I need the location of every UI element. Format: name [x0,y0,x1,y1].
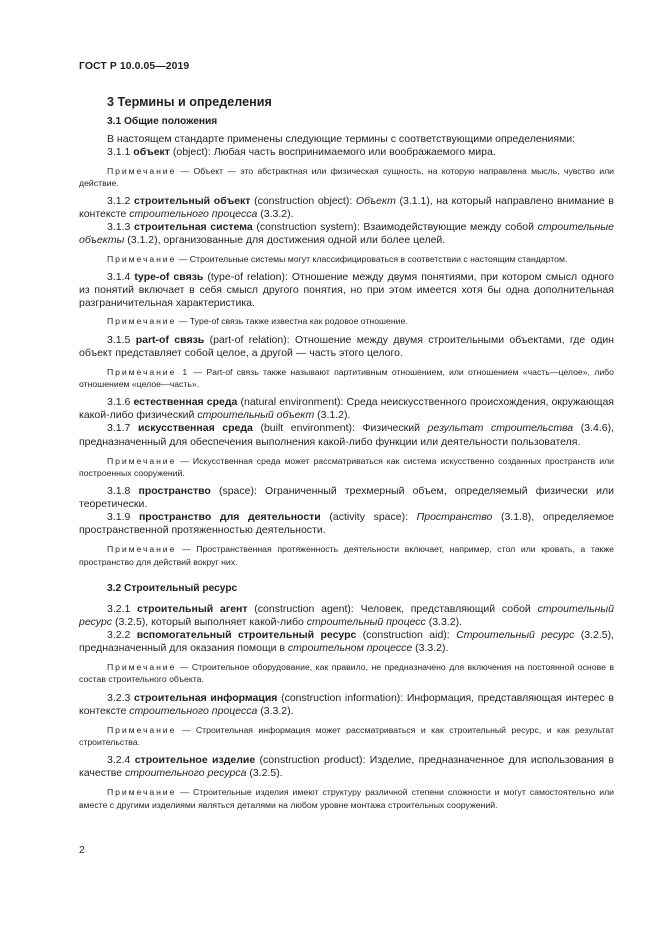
note-label: Примечание [107,787,177,798]
term: вспомогательный строительный ресурс [136,629,357,641]
note-label: Примечание 1 [107,366,190,377]
note-label: Примечание [107,316,177,327]
note: Примечание — Строительная информация может рассматриваться и как строительный ресурс, и как результат строительства. [79,724,614,747]
note: Примечание — Объект — это абстрактная или физическая сущность, на которую направлена мысль, чувство или действие. [79,166,614,189]
note-label: Примечание [107,662,177,673]
term-definition: 3.1.5 part-of связь (part-of relation): Отношение между двумя строительными объектами, где один объект представляет собой целое, а другой — часть этого целого. [79,333,614,359]
page-content [79,91,614,811]
term: строительный объект [134,194,251,207]
note: Примечание — Строительные изделия имеют структуру различной степени сложности и могут самостоятельно или вместе с другими изделиями являться деталями на любом уровне монтажа строительных сооружений. [79,787,614,810]
term: part-of связь [135,333,205,346]
page-number: 2 [79,844,85,856]
term-definition: 3.2.4 строительное изделие (construction product): Изделие, предназначенное для использования в качестве строительного ресурса (3.2.5). [79,754,614,780]
note: Примечание — Строительные системы могут классифицироваться в соответствии с настоящим стандартом. [107,253,568,264]
term: естественная среда [133,396,238,409]
term: пространство [138,485,211,498]
term-definition: 3.1.9 пространство для деятельности (activity space): Пространство (3.1.8), определяемое пространственной протяженностью деятельности. [79,511,614,537]
term-definition: 3.2.3 строительная информация (construction information): Информация, представляющая интерес в контексте строительного процесса (3.3.2). [79,691,615,717]
note-label: Примечание [107,455,177,466]
subsection-title: 3.2 Строительный ресурс [107,582,238,594]
note: Примечание — Пространственная протяженность деятельности включает, например, стол или кровать, а также пространство для действий вокруг них. [79,544,614,567]
term: строительное изделие [134,754,256,767]
term: искусственная среда [137,422,253,435]
term-definition: 3.2.2 вспомогательный строительный ресурс (construction aid): Строительный ресурс (3.2.5), предназначенный для оказания помощи в строительном процессе (3.3.2). [79,629,614,655]
document-id: ГОСТ Р 10.0.05—2019 [79,61,190,72]
note-label: Примечание [107,166,177,177]
note: Примечание — Строительное оборудование, как правило, не предназначено для включения на постоянной основе в состав строительного объекта. [79,662,614,685]
term: type-of связь [134,271,204,284]
term: объект [133,146,170,159]
term-definition: 3.1.4 type-of связь (type-of relation): Отношение между двумя понятиями, при котором смысл одного из понятий включает в себя смысл другого понятия, но при этом имеется хотя бы одна дополнительная разграничительная характеристика. [79,271,614,310]
term: строительная система [133,220,253,233]
term: строительный агент [137,602,248,615]
term-definition: 3.1.2 строительный объект (construction object): Объект (3.1.1), на который направлено внимание в контексте строительного процесса (3.3.2). [79,194,614,220]
term-definition: 3.1.3 строительная система (construction system): Взаимодействующие между собой строительные объекты (3.1.2), организованные для достижения одной или более целей. [79,220,614,246]
note-label: Примечание [107,253,177,264]
note: Примечание — Искусственная среда может рассматриваться как система искусственно созданных пространств или построенных сооружений. [79,455,614,478]
term-definition: 3.1.8 пространство (space): Ограниченный трехмерный объем, определяемый физически или теоретически. [79,485,614,511]
intro-paragraph: В настоящем стандарте применены следующие термины с соответствующими определениями: [107,133,576,145]
term-definition: 3.2.1 строительный агент (construction agent): Человек, представляющий собой строительный ресурс (3.2.5), который выполняет какой-либо строительный процесс (3.3.2). [79,602,614,628]
note-label: Примечание [107,544,177,555]
term: пространство для деятельности [138,511,321,524]
term-definition: 3.1.6 естественная среда (natural environment): Среда неискусственного происхождения, окружающая какой-либо физический строительный объект (3.1.2). [79,396,614,422]
note: Примечание — Type-of связь также известна как родовое отношение. [107,316,408,327]
term-definition: 3.1.7 искусственная среда (built environment): Физический результат строительства (3.4.6), предназначенный для обеспечения выполнения какой-либо функции или деятельности пользователя. [79,422,614,448]
subsection-title: 3.1 Общие положения [107,116,218,127]
note-label: Примечание [107,724,177,735]
section-title: 3 Термины и определения [107,95,272,109]
term-definition: 3.1.1 объект (object): Любая часть воспринимаемого или воображаемого мира. [107,146,496,159]
note: Примечание 1 — Part-of связь также называют партитивным отношением, или отношением «часть—целое», либо отношением «целое—часть». [79,366,614,390]
term: строительная информация [134,691,278,704]
